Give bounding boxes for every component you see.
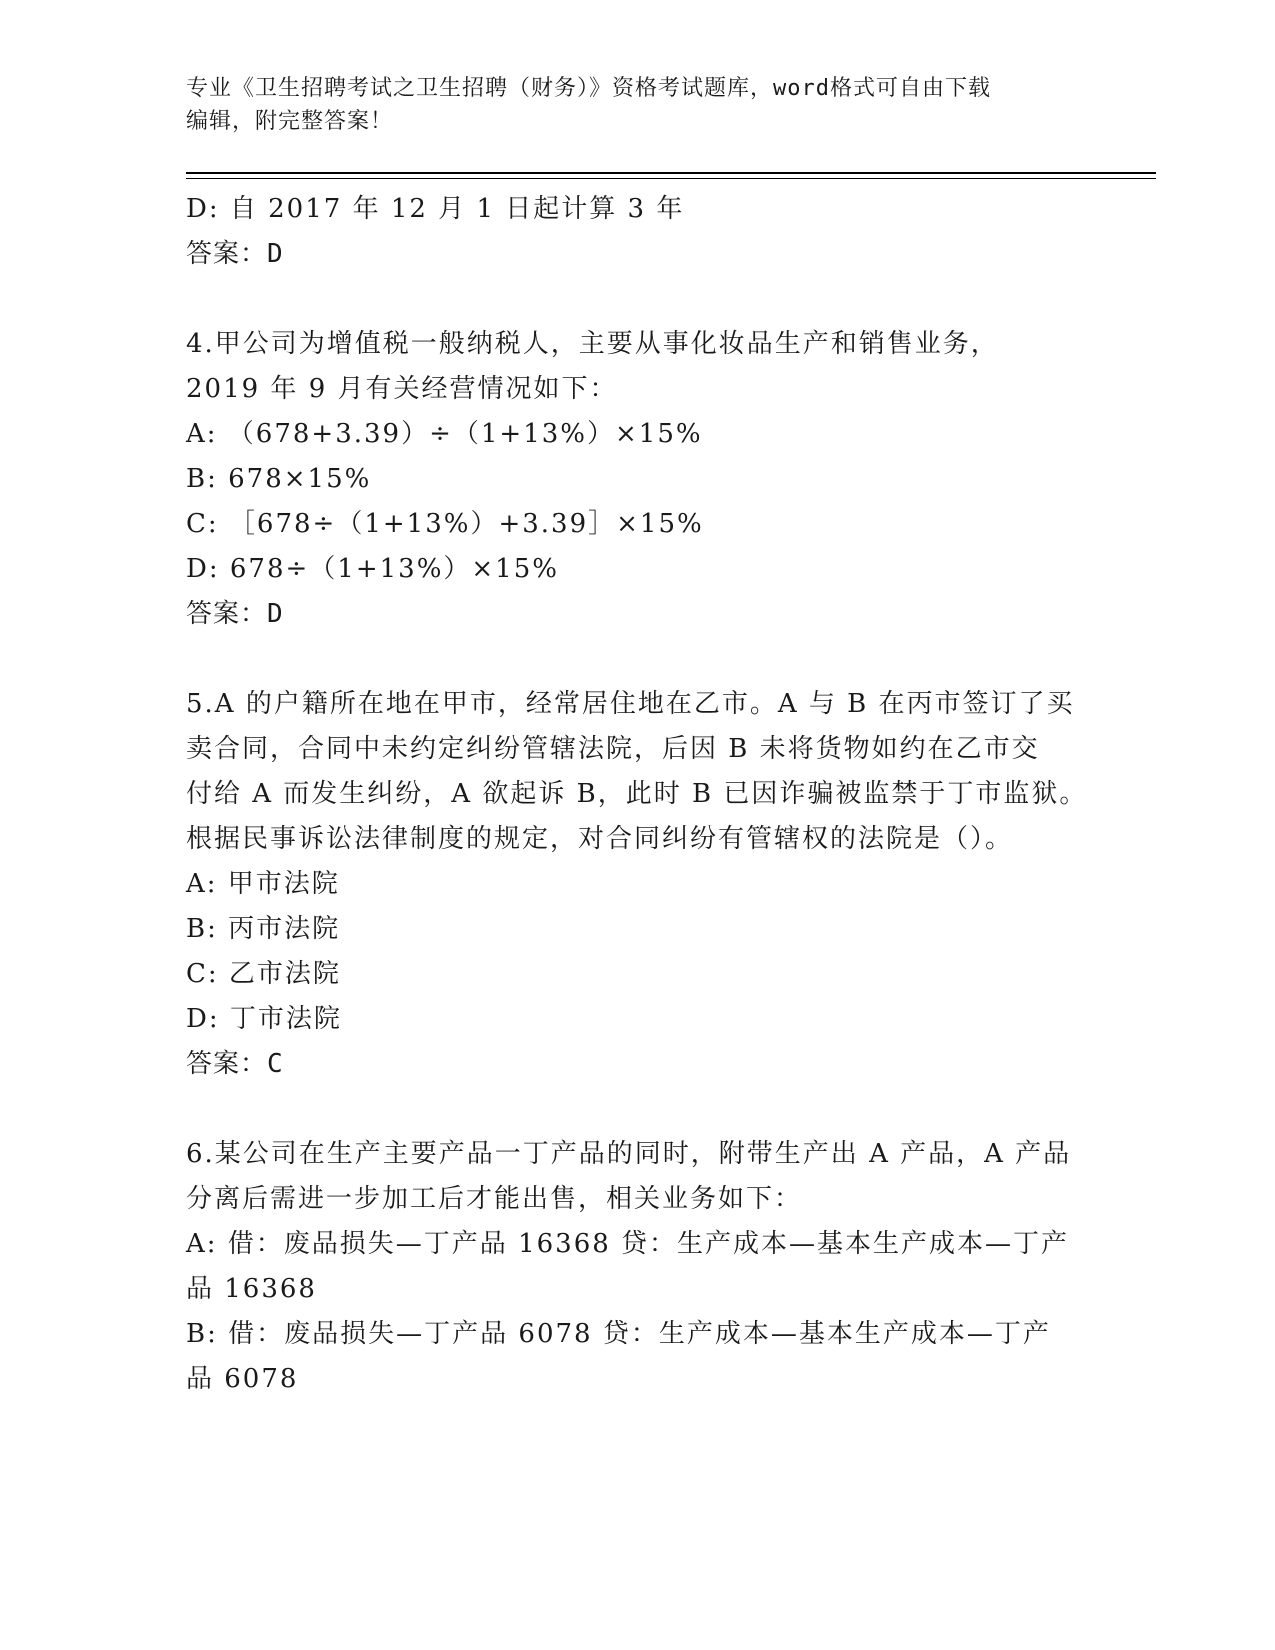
header-line-1: 专业《卫生招聘考试之卫生招聘（财务）》资格考试题库，word格式可自由下载: [186, 76, 991, 101]
document-header: [186, 72, 1066, 138]
q6-option-a-line-2: 品 16368: [186, 1274, 317, 1304]
header-divider-thick: [186, 172, 1156, 174]
q5-stem-line-1: 5.A 的户籍所在地在甲市，经常居住地在乙市。A 与 B 在丙市签订了买: [186, 689, 1075, 719]
spacer: [186, 277, 1086, 322]
q5-option-a: A: 甲市法院: [186, 869, 340, 899]
q6-option-b-line-1: B: 借：废品损失—丁产品 6078 贷：生产成本—基本生产成本—丁产: [186, 1319, 1051, 1349]
q5-answer: 答案：C: [186, 1049, 284, 1079]
spacer: [186, 637, 1086, 682]
q6-option-a-line-1: A: 借：废品损失—丁产品 16368 贷：生产成本—基本生产成本—丁产: [186, 1229, 1070, 1259]
q5-stem-line-3: 付给 A 而发生纠纷，A 欲起诉 B，此时 B 已因诈骗被监禁于丁市监狱。: [186, 779, 1088, 809]
q6-stem-line-1: 6.某公司在生产主要产品一丁产品的同时，附带生产出 A 产品，A 产品: [186, 1139, 1072, 1169]
q5-option-d: D: 丁市法院: [186, 1004, 342, 1034]
q3-answer: 答案：D: [186, 239, 284, 269]
q5-option-c: C: 乙市法院: [186, 959, 341, 989]
question-5: [186, 682, 1086, 1087]
q5-stem-line-4: 根据民事诉讼法律制度的规定，对合同纠纷有管辖权的法院是（）。: [186, 824, 1014, 854]
q4-option-b: B: 678×15%: [186, 464, 372, 494]
q5-option-b: B: 丙市法院: [186, 914, 341, 944]
q6-stem-line-2: 分离后需进一步加工后才能出售，相关业务如下：: [186, 1184, 803, 1214]
q3-option-d: D: 自 2017 年 12 月 1 日起计算 3 年: [186, 194, 685, 224]
q6-option-b-line-2: 品 6078: [186, 1364, 299, 1394]
q4-stem-line-1: 4.甲公司为增值税一般纳税人，主要从事化妆品生产和销售业务，: [186, 329, 999, 359]
question-6: [186, 1132, 1086, 1402]
question-4: [186, 322, 1086, 637]
spacer: [186, 1087, 1086, 1132]
q4-option-c: C: ［678÷（1+13%）+3.39］×15%: [186, 509, 704, 539]
q4-option-d: D: 678÷（1+13%）×15%: [186, 554, 559, 584]
document-body: [186, 187, 1086, 1402]
question-3-tail: [186, 187, 1086, 277]
q4-stem-line-2: 2019 年 9 月有关经营情况如下：: [186, 374, 618, 404]
header-divider-thin: [186, 178, 1156, 179]
header-line-2: 编辑，附完整答案！: [186, 109, 394, 134]
q4-option-a: A: （678+3.39）÷（1+13%）×15%: [186, 419, 703, 449]
q5-stem-line-2: 卖合同，合同中未约定纠纷管辖法院，后因 B 未将货物如约在乙市交: [186, 734, 1040, 764]
q4-answer: 答案：D: [186, 599, 284, 629]
